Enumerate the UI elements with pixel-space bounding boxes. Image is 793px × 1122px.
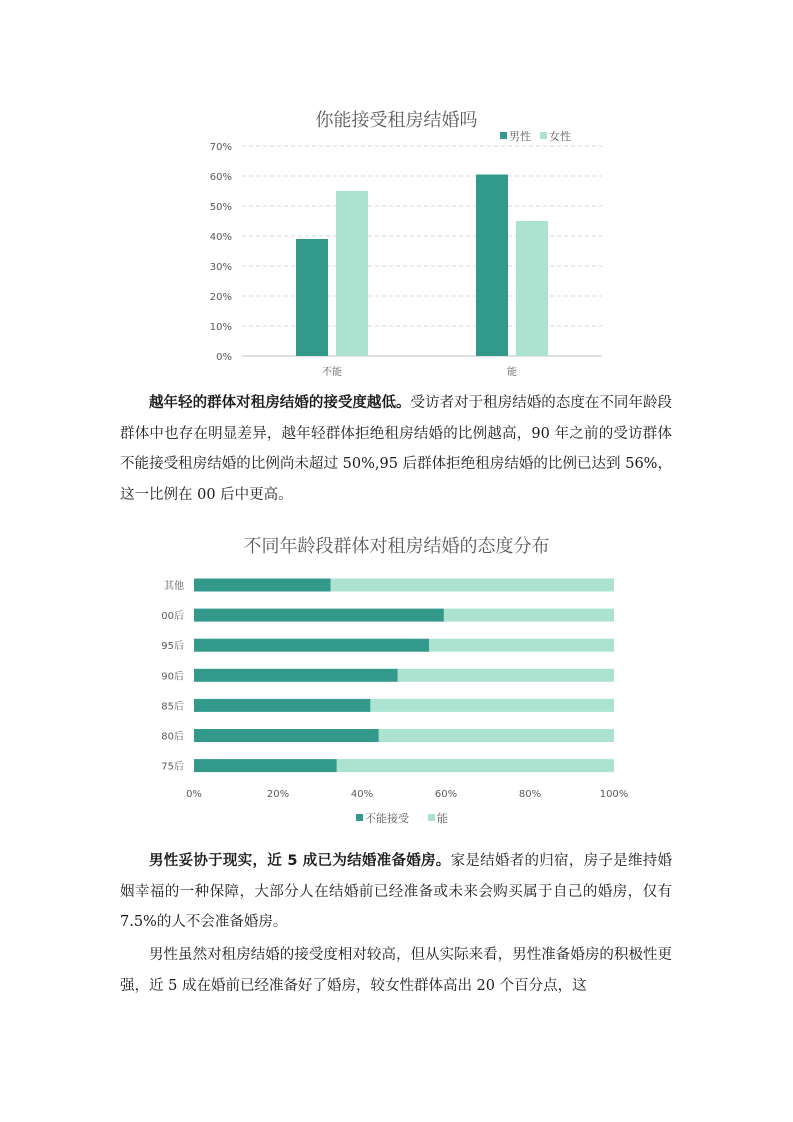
- chart1-legend-label: 女性: [549, 130, 571, 143]
- chart1-y-tick: 20%: [209, 292, 232, 303]
- paragraph-2-bold: 男性妥协于现实，近 5 成已为结婚准备婚房。: [149, 853, 451, 869]
- chart2-x-tick: 100%: [599, 789, 629, 800]
- chart2-bar-能-85后: [370, 699, 614, 712]
- chart2-bar-能-95后: [429, 639, 614, 652]
- chart2-bar-能-90后: [398, 669, 614, 682]
- paragraph-2: [120, 846, 672, 938]
- paragraph-3: [120, 940, 672, 1001]
- chart2-y-tick: 85后: [161, 701, 184, 713]
- chart2-x-tick: 40%: [350, 789, 374, 800]
- chart2-legend-label: 不能接受: [365, 812, 409, 825]
- chart2-y-tick: 90后: [161, 671, 184, 683]
- chart2-bar-不能接受-75后: [194, 759, 337, 772]
- chart2-x-tick: 20%: [266, 789, 290, 800]
- chart2-bar-不能接受-85后: [194, 699, 370, 712]
- chart2-bar-不能接受-其他: [194, 579, 331, 592]
- chart2-x-tick: 60%: [434, 789, 458, 800]
- chart2-title: 不同年龄段群体对租房结婚的态度分布: [243, 536, 550, 557]
- paragraph-1-bold: 越年轻的群体对租房结婚的接受度越低。: [149, 395, 411, 411]
- chart2-bar-能-00后: [444, 609, 614, 622]
- chart1-y-tick: 60%: [209, 172, 232, 183]
- chart1-x-tick: 不能: [322, 367, 342, 378]
- chart1-y-tick: 10%: [209, 322, 232, 333]
- chart2-bar-不能接受-90后: [194, 669, 398, 682]
- chart2-y-tick: 95后: [161, 641, 184, 653]
- chart2-legend-swatch-能: [428, 814, 435, 821]
- paragraph-3-text: 男性虽然对租房结婚的接受度相对较高，但从实际来看，男性准备婚房的积极性更强，近 5 成在婚前已经准备好了婚房，较女性群体高出 20 个百分点，这: [120, 947, 672, 994]
- chart2-bar-不能接受-80后: [194, 729, 379, 742]
- chart2-x-tick: 80%: [518, 789, 542, 800]
- chart2-bar-能-80后: [379, 729, 614, 742]
- chart2-bar-不能接受-00后: [194, 609, 444, 622]
- paragraph-1-text: 受访者对于租房结婚的态度在不同年龄段群体中也存在明显差异，越年轻群体拒绝租房结婚的比例越高，90 年之前的受访群体不能接受租房结婚的比例尚未超过 50%,95 后群体拒绝租房结婚的比例已达到 56%，这一比例在 00 后中更高。: [120, 395, 672, 503]
- chart1-title: 你能接受租房结婚吗: [315, 110, 478, 131]
- chart2-x-tick: 0%: [186, 789, 202, 800]
- chart2-y-tick: 75后: [161, 761, 184, 773]
- paragraph-2-text: 家是结婚者的归宿，房子是维持婚姻幸福的一种保障，大部分人在结婚前已经准备或未来会购买属于自己的婚房，仅有 7.5%的人不会准备婚房。: [120, 853, 673, 930]
- chart2-y-tick: 其他: [164, 581, 184, 592]
- chart1-y-tick: 50%: [209, 202, 232, 213]
- chart1-y-tick: 30%: [209, 262, 232, 273]
- chart2-y-tick: 80后: [161, 731, 184, 743]
- chart1-y-tick: 70%: [209, 142, 232, 153]
- chart2-bar-能-其他: [331, 579, 615, 592]
- chart1-legend-label: 男性: [509, 130, 531, 143]
- chart2-bar-不能接受-95后: [194, 639, 429, 652]
- chart2-legend-swatch-不能接受: [356, 814, 363, 821]
- chart2-y-tick: 00后: [161, 611, 184, 623]
- chart1-y-tick: 40%: [209, 232, 232, 243]
- chart1-x-tick: 能: [507, 367, 517, 378]
- chart1-y-tick: 0%: [216, 352, 232, 363]
- chart2-bar-能-75后: [337, 759, 614, 772]
- chart2-legend-label: 能: [437, 812, 448, 825]
